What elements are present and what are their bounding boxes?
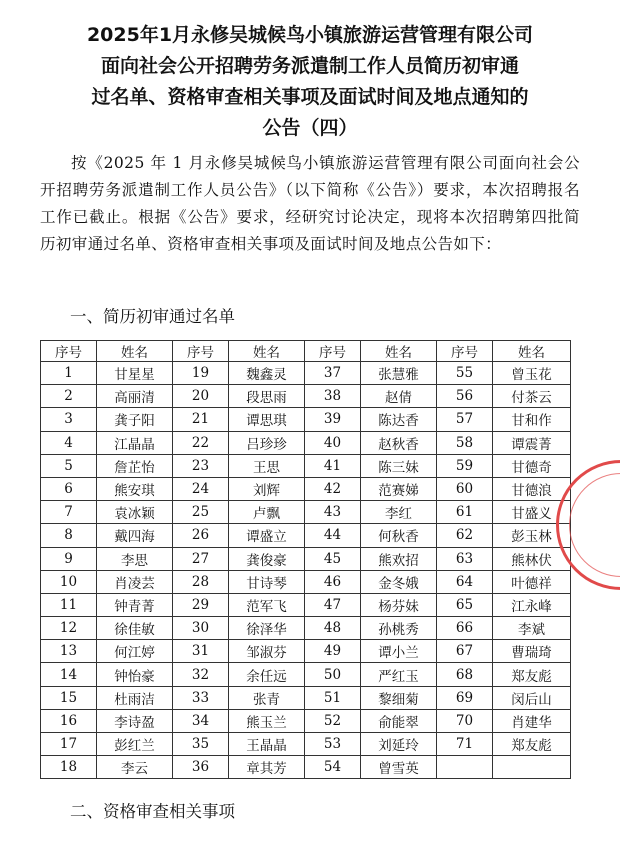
cell-number: 49 (305, 640, 361, 663)
cell-name: 谭盛立 (229, 524, 305, 547)
table-row (41, 709, 571, 732)
table-row (41, 362, 571, 385)
cell-name: 邹淑芬 (229, 640, 305, 663)
cell-number: 52 (305, 709, 361, 732)
cell-name: 谭小兰 (361, 640, 437, 663)
cell-number: 20 (173, 385, 229, 408)
table-row (41, 570, 571, 593)
header-cell: 序号 (305, 341, 361, 362)
cell-number: 59 (437, 454, 493, 477)
cell-number: 13 (41, 640, 97, 663)
cell-number: 41 (305, 454, 361, 477)
cell-name: 赵秋香 (361, 431, 437, 454)
cell-number: 22 (173, 431, 229, 454)
cell-name: 郑友彪 (493, 663, 571, 686)
cell-number: 19 (173, 362, 229, 385)
cell-number: 46 (305, 570, 361, 593)
cell-name: 戴四海 (97, 524, 173, 547)
table-row (41, 756, 571, 779)
table-header-row (41, 341, 571, 362)
cell-name: 闵后山 (493, 686, 571, 709)
table-row (41, 617, 571, 640)
cell-number: 33 (173, 686, 229, 709)
cell-name: 赵倩 (361, 385, 437, 408)
cell-name: 杜雨洁 (97, 686, 173, 709)
cell-number: 26 (173, 524, 229, 547)
cell-name: 钟青菁 (97, 593, 173, 616)
cell-number: 24 (173, 477, 229, 500)
roster-table (40, 340, 571, 779)
cell-name: 郑友彪 (493, 733, 571, 756)
cell-name: 章其芳 (229, 756, 305, 779)
cell-number: 67 (437, 640, 493, 663)
cell-name: 江永峰 (493, 593, 571, 616)
cell-number: 45 (305, 547, 361, 570)
table-body (41, 362, 571, 779)
cell-name: 卢飘 (229, 501, 305, 524)
cell-name: 魏鑫灵 (229, 362, 305, 385)
cell-number: 23 (173, 454, 229, 477)
cell-name: 杨芬妹 (361, 593, 437, 616)
cell-number: 4 (41, 431, 97, 454)
cell-number: 63 (437, 547, 493, 570)
cell-name: 钟怡豪 (97, 663, 173, 686)
cell-number: 11 (41, 593, 97, 616)
cell-name: 曾玉花 (493, 362, 571, 385)
cell-name: 甘德浪 (493, 477, 571, 500)
cell-number: 48 (305, 617, 361, 640)
title-line-1: 2025年1月永修吴城候鸟小镇旅游运营管理有限公司 (86, 24, 534, 46)
cell-number: 60 (437, 477, 493, 500)
cell-name: 何江婷 (97, 640, 173, 663)
title-line-4: 公告（四） (262, 117, 358, 139)
table-row (41, 593, 571, 616)
cell-name: 刘延玲 (361, 733, 437, 756)
document-title (0, 20, 620, 144)
cell-number: 37 (305, 362, 361, 385)
cell-number: 35 (173, 733, 229, 756)
cell-name: 江晶晶 (97, 431, 173, 454)
cell-number: 21 (173, 408, 229, 431)
cell-number: 32 (173, 663, 229, 686)
cell-name: 彭玉林 (493, 524, 571, 547)
cell-number: 5 (41, 454, 97, 477)
cell-number: 51 (305, 686, 361, 709)
cell-name: 王晶晶 (229, 733, 305, 756)
cell-name: 谭思琪 (229, 408, 305, 431)
cell-number: 14 (41, 663, 97, 686)
cell-number: 61 (437, 501, 493, 524)
cell-number: 44 (305, 524, 361, 547)
cell-name: 甘星星 (97, 362, 173, 385)
cell-name: 陈三妹 (361, 454, 437, 477)
cell-number: 2 (41, 385, 97, 408)
cell-number: 39 (305, 408, 361, 431)
cell-number: 66 (437, 617, 493, 640)
cell-name: 甘盛义 (493, 501, 571, 524)
header-cell: 序号 (173, 341, 229, 362)
cell-name: 李云 (97, 756, 173, 779)
cell-name: 段思雨 (229, 385, 305, 408)
header-cell: 姓名 (229, 341, 305, 362)
table-row (41, 524, 571, 547)
cell-number: 68 (437, 663, 493, 686)
cell-name: 曾雪英 (361, 756, 437, 779)
cell-name (493, 756, 571, 779)
cell-number: 42 (305, 477, 361, 500)
cell-number: 28 (173, 570, 229, 593)
header-cell: 序号 (41, 341, 97, 362)
cell-name: 熊玉兰 (229, 709, 305, 732)
cell-number: 6 (41, 477, 97, 500)
cell-name: 李思 (97, 547, 173, 570)
table-row (41, 454, 571, 477)
cell-number: 50 (305, 663, 361, 686)
cell-name: 龚俊豪 (229, 547, 305, 570)
table-row (41, 477, 571, 500)
cell-name: 张青 (229, 686, 305, 709)
cell-number: 53 (305, 733, 361, 756)
cell-name: 高丽清 (97, 385, 173, 408)
header-cell: 序号 (437, 341, 493, 362)
cell-number: 71 (437, 733, 493, 756)
cell-name: 余任远 (229, 663, 305, 686)
table-row (41, 733, 571, 756)
cell-name: 俞能翠 (361, 709, 437, 732)
cell-name: 张慧雅 (361, 362, 437, 385)
cell-name: 谭震菁 (493, 431, 571, 454)
cell-name: 肖凌芸 (97, 570, 173, 593)
cell-name: 詹芷怡 (97, 454, 173, 477)
cell-number: 56 (437, 385, 493, 408)
cell-name: 熊林伏 (493, 547, 571, 570)
cell-number: 17 (41, 733, 97, 756)
table-row (41, 686, 571, 709)
header-cell: 姓名 (97, 341, 173, 362)
cell-number (437, 756, 493, 779)
section-heading-roster: 一、简历初审通过名单 (70, 307, 235, 326)
cell-number: 8 (41, 524, 97, 547)
cell-number: 43 (305, 501, 361, 524)
cell-name: 王思 (229, 454, 305, 477)
table-row (41, 640, 571, 663)
cell-number: 54 (305, 756, 361, 779)
cell-name: 李红 (361, 501, 437, 524)
cell-name: 甘诗琴 (229, 570, 305, 593)
cell-number: 38 (305, 385, 361, 408)
table-row (41, 408, 571, 431)
cell-number: 64 (437, 570, 493, 593)
title-line-2: 面向社会公开招聘劳务派遣制工作人员简历初审通 (100, 55, 519, 77)
cell-number: 3 (41, 408, 97, 431)
cell-name: 李诗盈 (97, 709, 173, 732)
cell-number: 65 (437, 593, 493, 616)
cell-number: 36 (173, 756, 229, 779)
cell-name: 吕珍珍 (229, 431, 305, 454)
cell-name: 何秋香 (361, 524, 437, 547)
cell-number: 16 (41, 709, 97, 732)
cell-name: 徐佳敏 (97, 617, 173, 640)
cell-name: 金冬娥 (361, 570, 437, 593)
cell-number: 55 (437, 362, 493, 385)
cell-name: 袁冰颖 (97, 501, 173, 524)
header-cell: 姓名 (361, 341, 437, 362)
cell-number: 9 (41, 547, 97, 570)
cell-number: 12 (41, 617, 97, 640)
cell-name: 严红玉 (361, 663, 437, 686)
cell-name: 彭红兰 (97, 733, 173, 756)
header-cell: 姓名 (493, 341, 571, 362)
cell-name: 徐泽华 (229, 617, 305, 640)
seal-inner-ring (569, 473, 620, 577)
cell-number: 29 (173, 593, 229, 616)
cell-name: 李斌 (493, 617, 571, 640)
table-row (41, 431, 571, 454)
cell-name: 肖建华 (493, 709, 571, 732)
cell-number: 31 (173, 640, 229, 663)
cell-name: 范军飞 (229, 593, 305, 616)
cell-name: 黎细菊 (361, 686, 437, 709)
cell-number: 18 (41, 756, 97, 779)
cell-number: 10 (41, 570, 97, 593)
intro-paragraph: 按《2025 年 1 月永修吴城候鸟小镇旅游运营管理有限公司面向社会公开招聘劳务派遣制工作人员公告》（以下简称《公告》）要求，本次招聘报名工作已截止。根据《公告》要求，经研究讨论决定，现将本次招聘第四批简历初审通过名单、资格审查相关事项及面试时间及地点公告如下： (40, 154, 580, 253)
table-row (41, 663, 571, 686)
cell-name: 龚子阳 (97, 408, 173, 431)
table-row (41, 385, 571, 408)
cell-number: 62 (437, 524, 493, 547)
cell-number: 34 (173, 709, 229, 732)
table-row (41, 547, 571, 570)
cell-name: 范赛娣 (361, 477, 437, 500)
cell-name: 甘德奇 (493, 454, 571, 477)
cell-number: 40 (305, 431, 361, 454)
cell-number: 57 (437, 408, 493, 431)
cell-number: 7 (41, 501, 97, 524)
intro-paragraph-block (40, 150, 580, 258)
cell-number: 25 (173, 501, 229, 524)
cell-name: 刘辉 (229, 477, 305, 500)
cell-number: 1 (41, 362, 97, 385)
section-heading-qualification: 二、资格审查相关事项 (70, 802, 235, 821)
cell-name: 甘和作 (493, 408, 571, 431)
cell-name: 孙桃秀 (361, 617, 437, 640)
cell-number: 47 (305, 593, 361, 616)
cell-name: 熊安琪 (97, 477, 173, 500)
cell-name: 曹瑞琦 (493, 640, 571, 663)
cell-number: 58 (437, 431, 493, 454)
title-line-3: 过名单、资格审查相关事项及面试时间及地点通知的 (91, 86, 529, 108)
cell-name: 叶德祥 (493, 570, 571, 593)
table-row (41, 501, 571, 524)
cell-number: 69 (437, 686, 493, 709)
cell-number: 70 (437, 709, 493, 732)
cell-name: 付茶云 (493, 385, 571, 408)
cell-number: 15 (41, 686, 97, 709)
cell-name: 陈达香 (361, 408, 437, 431)
cell-number: 30 (173, 617, 229, 640)
cell-name: 熊欢招 (361, 547, 437, 570)
cell-number: 27 (173, 547, 229, 570)
